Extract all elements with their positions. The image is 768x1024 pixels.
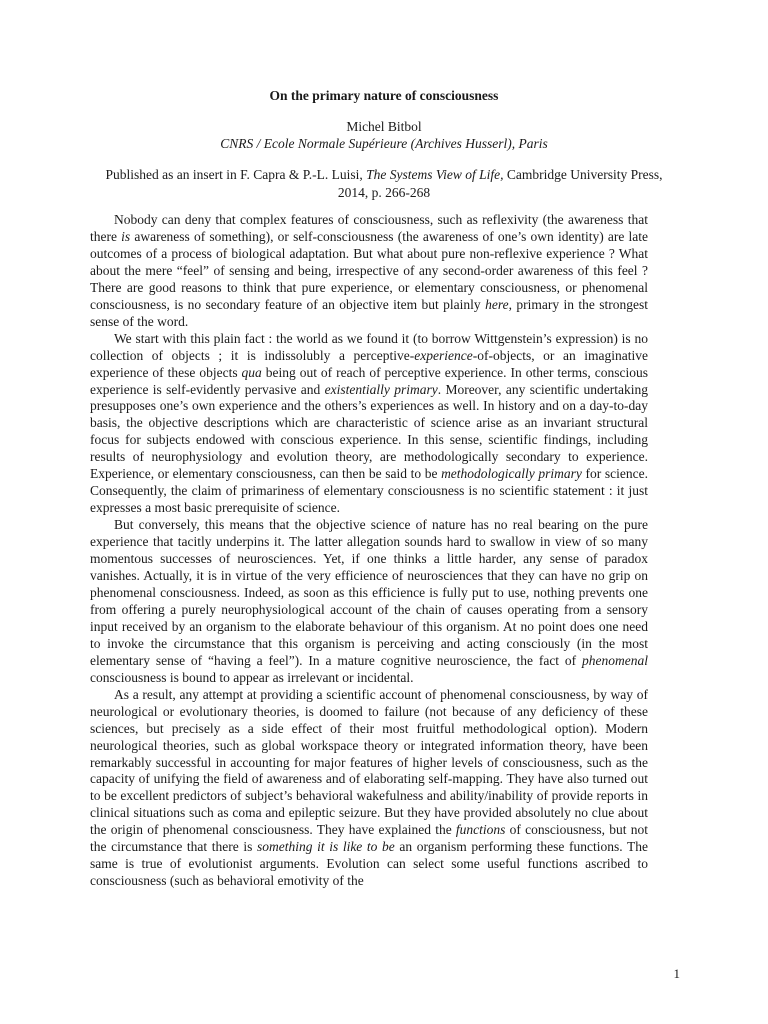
publication-note — [100, 166, 668, 202]
emphasis-text: qua — [241, 364, 262, 380]
paragraph-text: -of-objects, or an imaginative experience of these objects — [90, 347, 648, 380]
paragraph-text: But conversely, this means that the objective science of nature has no real bearing on the pure experience that tacitly underpins it. The latter allegation sounds hard to swallow in view of so many momentous successes of neurosciences. Yet, if one thinks a little harder, any sense of paradox vanishes. Actually, it is in virtue of the very efficience of neurosciences that they can have no grip on phenomenal consciousness. Indeed, as soon as this efficience is fully put to use, nothing prevents one from offering a purely neurophysiological account of the chain of causes operating from a sensory input received by an organism to the elaborate behaviour of this organism. At no point does one need to invoke the circumstance that this organism is perceiving and acting consciously (in the most elementary sense of “having a feel”). In a mature cognitive neuroscience, the fact of — [90, 517, 648, 668]
emphasis-text: experience — [414, 347, 473, 363]
paragraph-text: , primary in the strongest sense of the word. — [90, 296, 648, 329]
paragraph — [90, 687, 648, 890]
paragraph-text: being out of reach of perceptive experience. In other terms, conscious experience is self-evidently pervasive and — [90, 364, 648, 397]
emphasis-text: existentially primary — [324, 381, 438, 397]
publication-book-title: The Systems View of Life, — [366, 167, 504, 182]
paragraph-text: Nobody can deny that complex features of consciousness, such as reflexivity (the awareness that there — [90, 212, 648, 244]
emphasis-text: methodologically primary — [441, 466, 582, 482]
emphasis-text: here — [485, 296, 509, 312]
emphasis-text: something it is like to be — [256, 839, 395, 855]
paragraph — [90, 517, 648, 687]
paragraph-text: As a result, any attempt at providing a scientific account of phenomenal consciousness, by way of neurological or evolutionary theories, is doomed to failure (not because of any deficiency of these sciences, but precisely as a side effect of their most fruitful methodological option). Modern neurological theories, such as global workspace theory or integrated information theory, have been remarkably successful in accounting for major features of higher levels of consciousness, such as the capacity of unifying the field of awareness and of elaborating self-mapping. They have also turned out to be excellent predictors of subject’s behavioral wakefulness and ability/inability of provide reports in clinical situations such as coma and epileptic seizure. But they have provided absolutely no clue about the origin of phenomenal consciousness. They have explained the — [90, 686, 648, 838]
author-name: Michel Bitbol — [346, 119, 422, 134]
emphasis-text: functions — [455, 822, 506, 838]
publication-suffix: Cambridge University Press, 2014, p. 266-268 — [337, 167, 663, 200]
paragraph — [90, 212, 648, 331]
emphasis-text: is — [121, 228, 131, 244]
paragraph-text: We start with this plain fact : the world as we found it (to borrow Wittgenstein’s expression) is no collection of objects ; it is indissolubly a perceptive- — [90, 330, 648, 363]
paragraph-text: consciousness is bound to appear as irrelevant or incidental. — [90, 669, 414, 685]
paragraph-text: . Moreover, any scientific undertaking presupposes one’s own experience and the others’s experiences as well. In history and on a day-to-day basis, the objective descriptions which are characteristic of science arise as an invariant structural focus for subjects endowed with conscious experience. In this sense, scientific findings, including results of neurophysiology and evolution theory, are methodologically secondary to experience. Experience, or elementary consciousness, can then be said to be — [90, 381, 648, 482]
paragraph-text: an organism performing these functions. The same is true of evolutionist arguments. Evolution can select some useful functions ascribed to consciousness (such as behavioral emotivity of the — [90, 839, 648, 889]
publication-prefix: Published as an insert in F. Capra & P.-L. Luisi, — [105, 167, 367, 182]
document-title: On the primary nature of consciousness — [269, 88, 499, 103]
body-text — [90, 212, 648, 890]
paragraph-text: awareness of something), or self-consciousness (the awareness of one’s own identity) are late outcomes of a process of biological adaptation. But what about pure non-reflexive experience ? What about the mere “feel” of sensing and being, irrespective of any second-order awareness of this feel ? There are good reasons to think that pure experience, or elementary consciousness, or phenomenal consciousness, is no secondary feature of an objective item but plainly — [90, 228, 649, 312]
paragraph-text: for science. Consequently, the claim of primariness of elementary consciousness is no scientific statement : it just expresses a most basic prerequisite of science. — [90, 466, 648, 516]
author-affiliation: CNRS / Ecole Normale Supérieure (Archives Husserl), Paris — [220, 136, 548, 151]
paragraph — [90, 331, 648, 517]
page-number: 1 — [673, 966, 680, 981]
emphasis-text: phenomenal — [582, 652, 648, 668]
paragraph-text: of consciousness, but not the circumstance that there is — [90, 822, 648, 855]
